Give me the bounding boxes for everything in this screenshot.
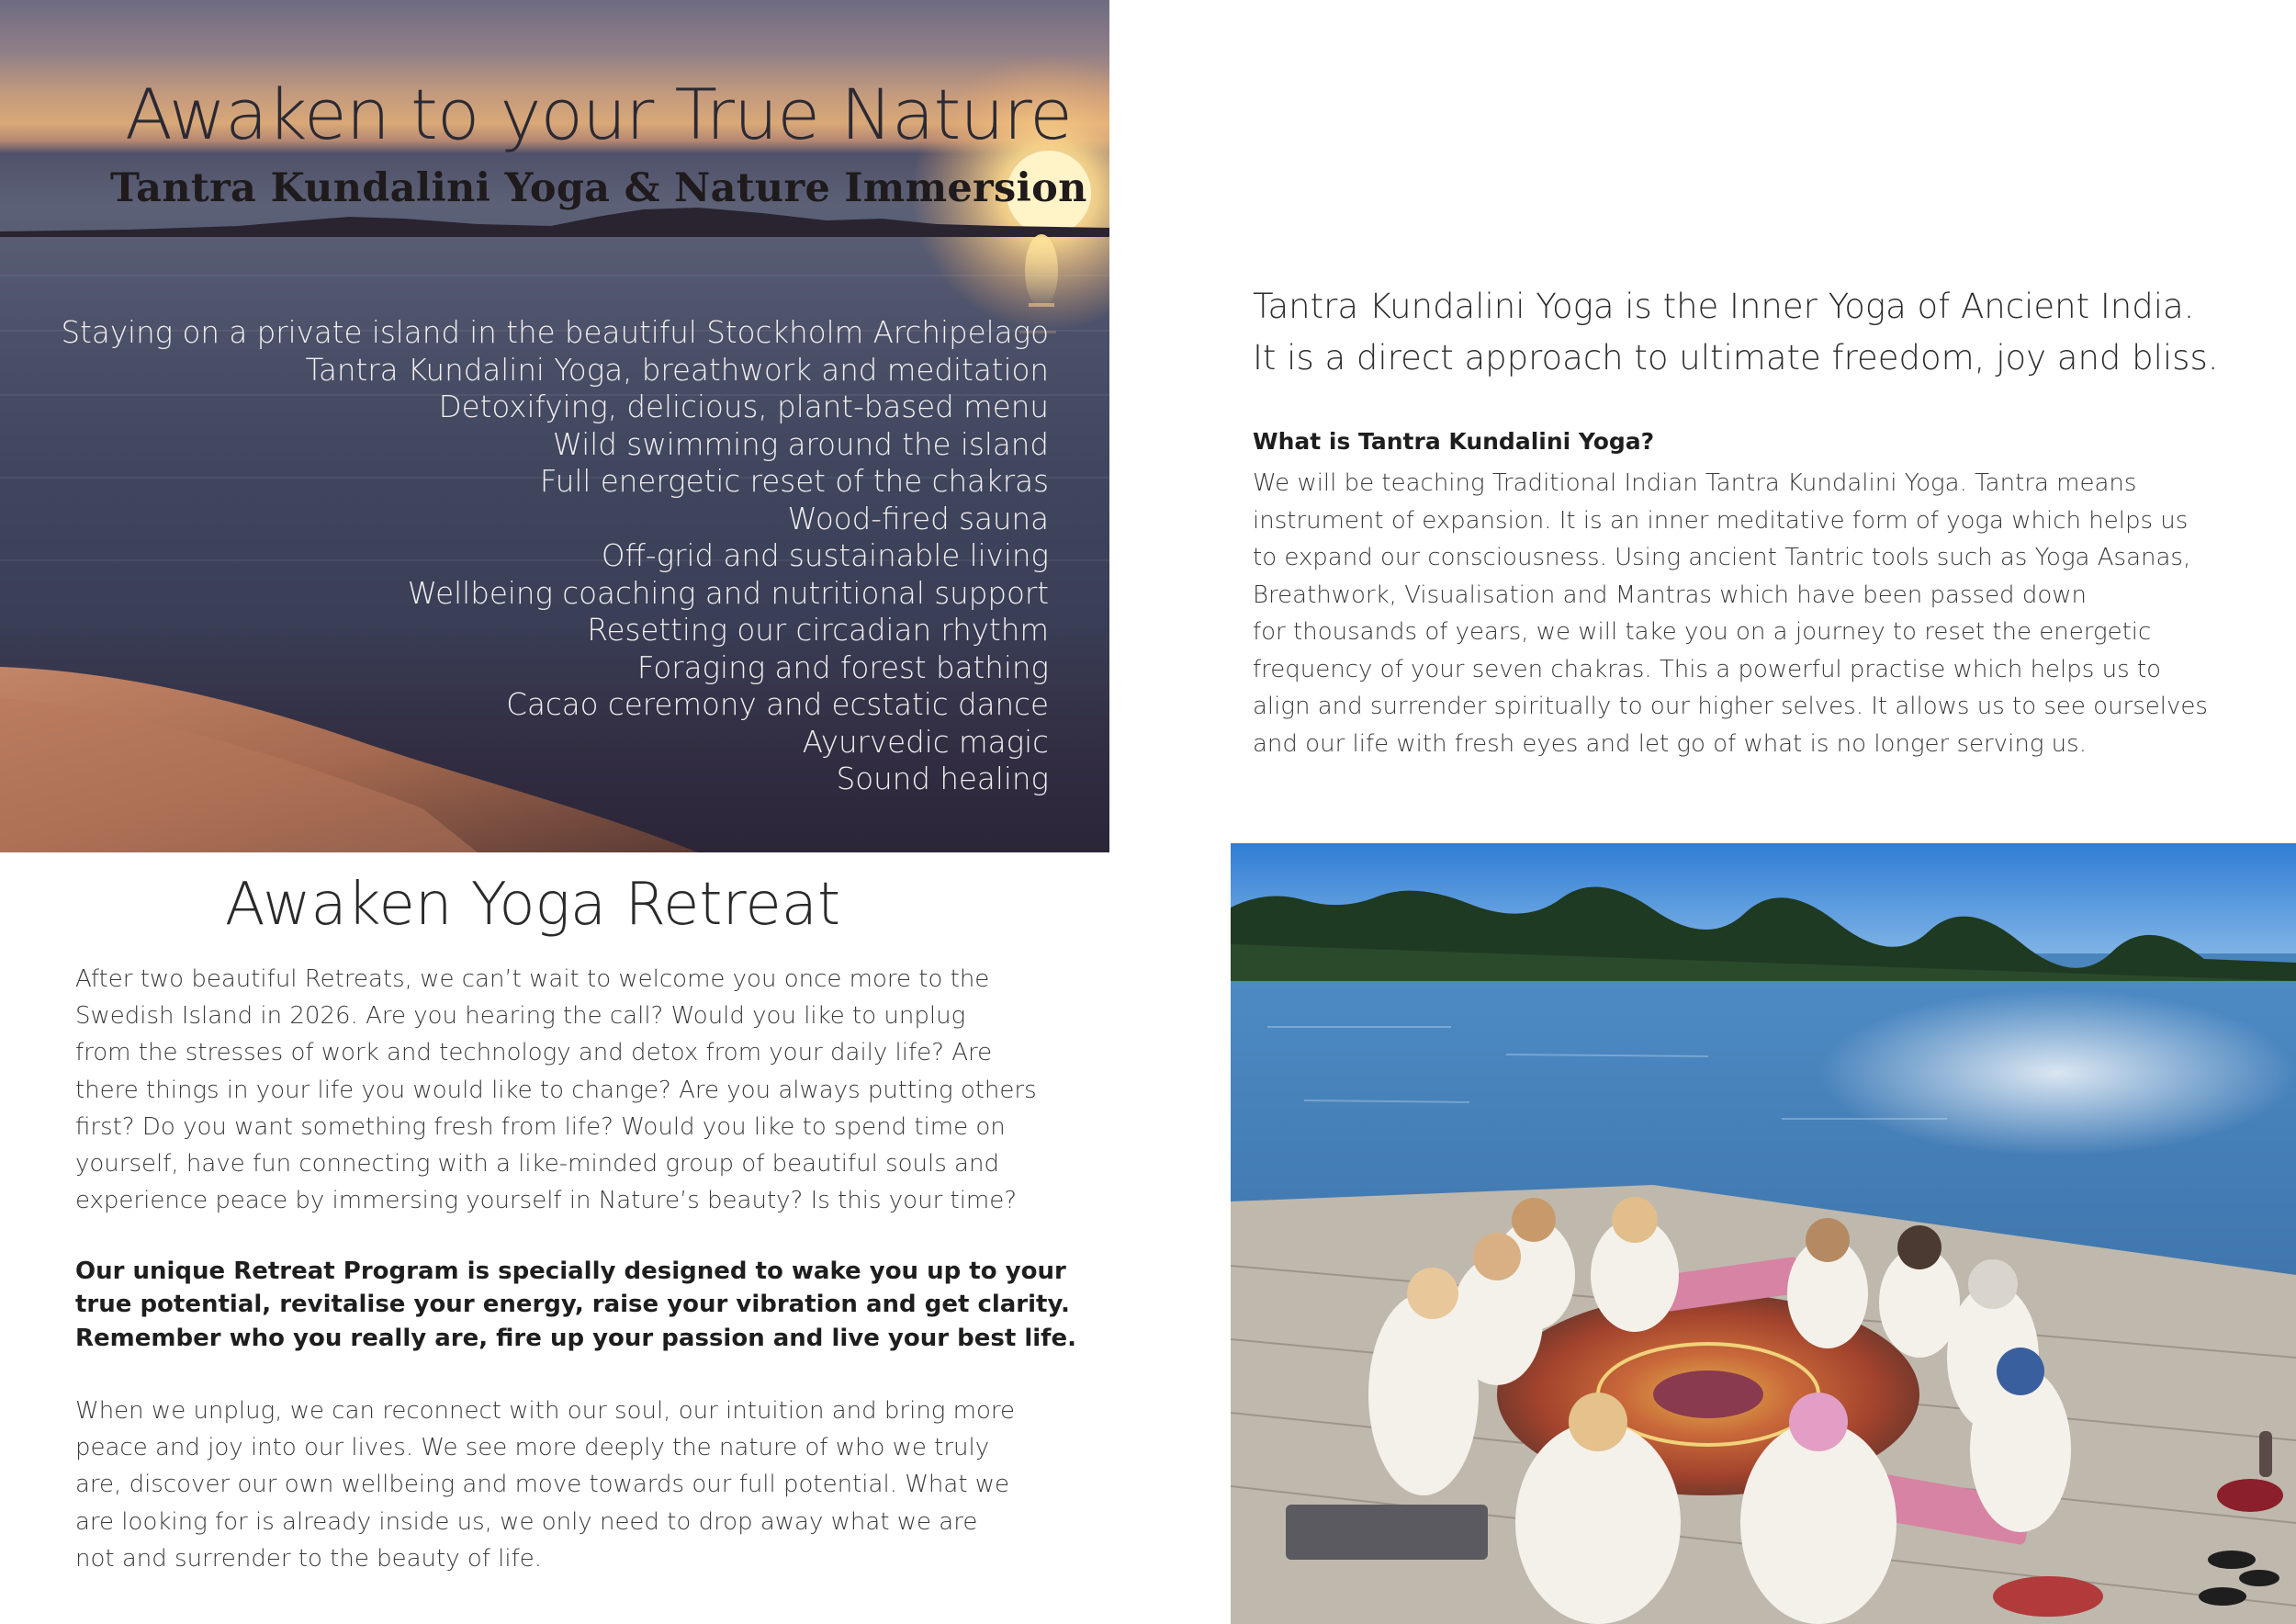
body-line: peace and joy into our lives. We see more deeply the nature of who we truly — [75, 1434, 990, 1462]
retreat-title: Awaken Yoga Retreat — [224, 871, 841, 939]
feature-item: Staying on a private island in the beautiful Stockholm Archipelago — [61, 315, 1049, 350]
body-line: Remember who you really are, fire up your passion and live your best life. — [75, 1324, 1076, 1352]
body-line: align and surrender spiritually to our higher selves. It allows us to see ourselves — [1253, 693, 2208, 720]
intro-statement — [1253, 281, 2219, 384]
intro-line: It is a direct approach to ultimate freedom, joy and bliss. — [1253, 338, 2219, 378]
feature-item: Detoxifying, delicious, plant-based menu — [438, 389, 1049, 424]
hero-panel — [0, 0, 1109, 852]
sun-reflection — [1025, 234, 1058, 308]
retreat-paragraph-bold — [75, 1255, 1076, 1355]
what-is-heading: What is Tantra Kundalini Yoga? — [1253, 428, 1655, 455]
body-line: are, discover our own wellbeing and move towards our full potential. What we — [75, 1471, 1010, 1499]
body-line: Breathwork, Visualisation and Mantras which have been passed down — [1253, 581, 2087, 609]
body-line: are looking for is already inside us, we only need to drop away what we are — [75, 1507, 978, 1536]
feature-item: Wellbeing coaching and nutritional support — [407, 575, 1049, 611]
body-line: not and surrender to the beauty of life. — [75, 1544, 543, 1573]
body-line: When we unplug, we can reconnect with our soul, our intuition and bring more — [75, 1397, 1016, 1425]
photo-illustration — [1231, 843, 2296, 1624]
feature-item: Off-grid and sustainable living — [601, 538, 1049, 573]
body-line: After two beautiful Retreats, we can’t wait to welcome you once more to the — [75, 965, 990, 993]
body-line: true potential, revitalise your energy, raise your vibration and get clarity. — [75, 1291, 1070, 1319]
body-line: there things in your life you would like to change? Are you always putting others — [75, 1076, 1037, 1104]
feature-item: Ayurvedic magic — [802, 724, 1049, 760]
what-is-body — [1253, 465, 2208, 762]
body-line: experience peace by immersing yourself in Nature’s beauty? Is this your time? — [75, 1187, 1018, 1215]
hero-subtitle: Tantra Kundalini Yoga & Nature Immersion — [110, 165, 1087, 211]
intro-line: Tantra Kundalini Yoga is the Inner Yoga of Ancient India. — [1253, 287, 2195, 326]
body-line: frequency of your seven chakras. This a powerful practise which helps us to — [1253, 655, 2161, 683]
feature-item: Sound healing — [836, 761, 1049, 796]
feature-item: Cacao ceremony and ecstatic dance — [506, 687, 1049, 722]
feature-item: Foraging and forest bathing — [636, 649, 1049, 685]
feature-item: Full energetic reset of the chakras — [539, 464, 1049, 499]
retreat-paragraph-3 — [75, 1393, 1015, 1577]
body-line: from the stresses of work and technology and detox from your daily life? Are — [75, 1039, 993, 1067]
body-line: Our unique Retreat Program is specially designed to wake you up to your — [75, 1257, 1066, 1285]
feature-item: Wild swimming around the island — [552, 426, 1049, 462]
body-line: first? Do you want something fresh from life? Would you like to spend time on — [75, 1112, 1006, 1141]
body-line: for thousands of years, we will take you on a journey to reset the energetic — [1253, 618, 2152, 646]
body-line: and our life with fresh eyes and let go of what is no longer serving us. — [1253, 729, 2087, 758]
body-line: to expand our consciousness. Using ancient Tantric tools such as Yoga Asanas, — [1253, 544, 2191, 571]
yoga-circle-photo — [1231, 843, 2296, 1624]
feature-item: Wood-fired sauna — [787, 501, 1049, 536]
feature-item: Tantra Kundalini Yoga, breathwork and meditation — [305, 352, 1049, 388]
sun-glare — [1818, 990, 2296, 1156]
feature-list — [62, 314, 1049, 798]
retreat-paragraph-1 — [75, 961, 1037, 1219]
feature-item: Resetting our circadian rhythm — [587, 613, 1049, 648]
body-line: yourself, have fun connecting with a like-minded group of beautiful souls and — [75, 1150, 999, 1179]
body-line: We will be teaching Traditional Indian Tantra Kundalini Yoga. Tantra means — [1253, 469, 2137, 497]
body-line: instrument of expansion. It is an inner meditative form of yoga which helps us — [1253, 506, 2189, 535]
body-line: Swedish Island in 2026. Are you hearing the call? Would you like to unplug — [75, 1002, 966, 1031]
red-bag — [2217, 1479, 2283, 1512]
hero-title: Awaken to your True Nature — [125, 73, 1072, 155]
red-cloth — [1993, 1576, 2103, 1617]
